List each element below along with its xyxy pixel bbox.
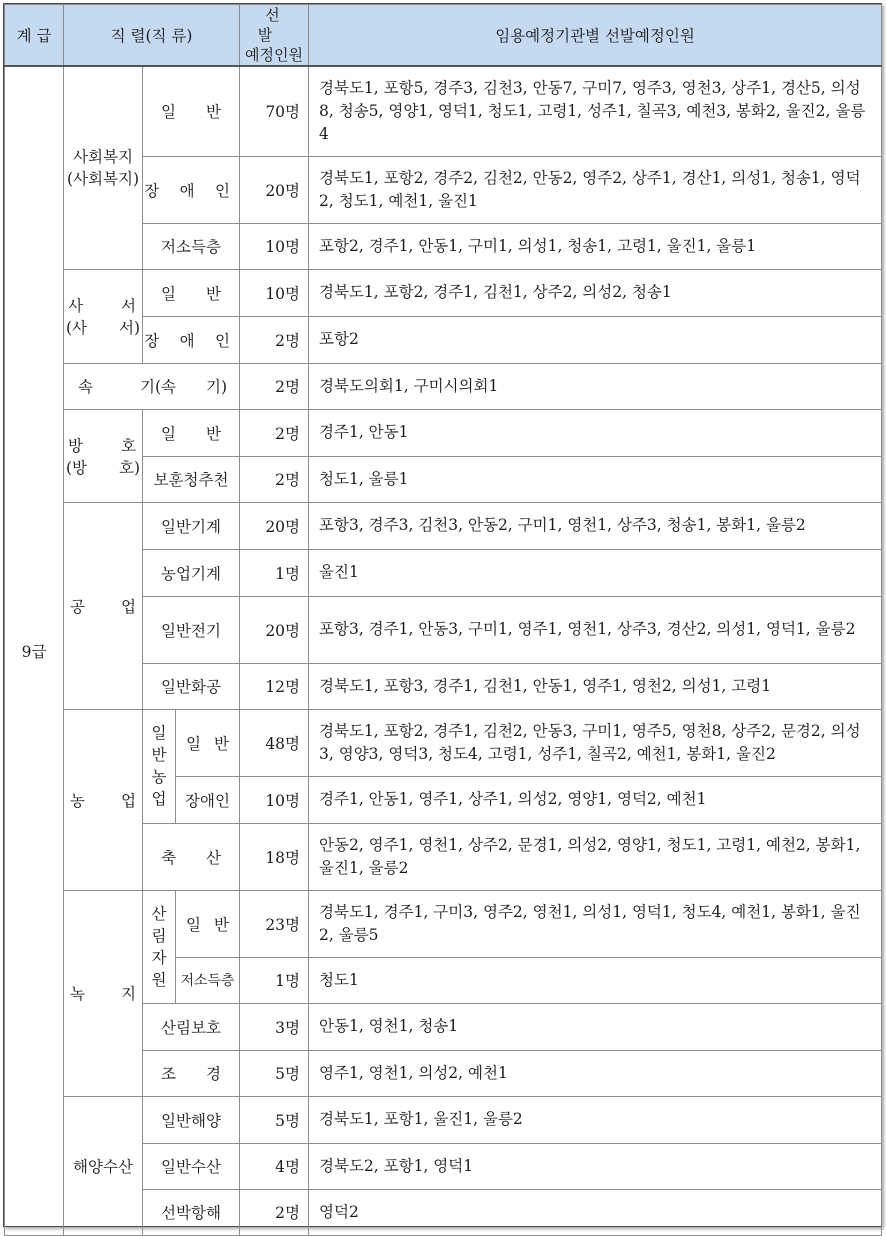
series-steno-part: 기) <box>205 378 228 396</box>
series-agri-part: 농 <box>70 791 85 810</box>
sub-protection-general <box>143 409 240 456</box>
table-row <box>5 890 882 957</box>
series-welfare <box>64 66 143 269</box>
series-green <box>64 890 143 1096</box>
alloc-cell: 포항3, 경주1, 안동3, 구미1, 영주1, 영천1, 상주3, 경산2, 의성1, 영덕1, 울릉2 <box>309 596 882 663</box>
alloc-cell: 포항2, 경주1, 안동1, 구미1, 의성1, 청송1, 고령1, 울진1, 울릉1 <box>309 223 882 269</box>
sub-cell: 장 애 인 <box>143 316 240 363</box>
count-cell: 70명 <box>240 66 309 156</box>
sub-green-general <box>176 890 240 957</box>
series-protection-part: (방 <box>66 458 88 477</box>
sub-char: 일 <box>186 915 201 934</box>
header-series: 직 렬(직 류) <box>64 5 240 67</box>
subgroup-label: 일반농업 <box>151 724 167 808</box>
count-cell: 5명 <box>240 1096 309 1143</box>
count-cell: 2명 <box>240 1189 309 1235</box>
sub-char: 반 <box>214 734 230 753</box>
series-librarian-part: 서 <box>121 297 136 315</box>
subgroup-forest-resources <box>143 890 176 1003</box>
series-agriculture <box>64 709 143 890</box>
subgroup-label: 산림자원 <box>151 904 167 989</box>
sub-char: 반 <box>206 424 222 443</box>
header-grade: 계 급 <box>5 5 64 67</box>
sub-cell: 저소득층 <box>176 957 240 1003</box>
sub-char: 일 <box>161 424 176 443</box>
sub-char: 일 <box>161 103 176 122</box>
sub-green-landscape <box>143 1050 240 1096</box>
alloc-cell: 경북도1, 포항1, 울진1, 울릉2 <box>309 1096 882 1143</box>
sub-cell: 산림보호 <box>143 1003 240 1050</box>
alloc-cell: 경북도2, 포항1, 영덕1 <box>309 1143 882 1189</box>
count-cell: 2명 <box>240 316 309 363</box>
subgroup-general-agriculture <box>143 709 176 823</box>
sub-cell: 일반화공 <box>143 663 240 709</box>
series-steno-rest <box>140 375 227 397</box>
alloc-cell: 경주1, 안동1, 영주1, 상주1, 의성2, 영양1, 영덕2, 예천1 <box>309 776 882 823</box>
series-green-part: 지 <box>121 985 136 1003</box>
series-steno-part: 기(속 <box>139 378 176 396</box>
series-industry-part: 공 <box>70 597 85 616</box>
series-protection-part: 호 <box>121 436 136 455</box>
table-row <box>5 502 882 549</box>
header-count-line2: 예정인원 <box>245 46 303 64</box>
recruitment-table-frame <box>3 3 882 1227</box>
sub-char: 반 <box>214 915 230 934</box>
count-cell: 12명 <box>240 663 309 709</box>
count-cell: 3명 <box>240 1003 309 1050</box>
sub-cell: 선박항해 <box>143 1189 240 1235</box>
alloc-cell: 청도1, 울릉1 <box>309 456 882 502</box>
header-row <box>5 5 882 67</box>
sub-char: 일 <box>161 284 176 303</box>
series-agri-part: 업 <box>121 791 136 810</box>
sub-cell: 일반해양 <box>143 1096 240 1143</box>
sub-char: 경 <box>206 1065 222 1083</box>
series-marine: 해양수산 <box>64 1096 143 1235</box>
count-cell: 23명 <box>240 890 309 957</box>
alloc-cell: 경북도1, 경주1, 구미3, 영주2, 영천1, 의성1, 영덕1, 청도4, 예천1, 봉화1, 울진2, 울릉5 <box>309 890 882 957</box>
series-librarian-part: 서) <box>118 319 140 337</box>
count-cell: 10명 <box>240 223 309 269</box>
alloc-cell: 경북도1, 포항3, 경주1, 김천1, 안동1, 영주1, 영천2, 의성1, 고령1 <box>309 663 882 709</box>
sub-agri-general <box>176 709 240 776</box>
sub-char: 일 <box>186 734 201 753</box>
count-cell: 48명 <box>240 709 309 776</box>
sub-cell: 일반기계 <box>143 502 240 549</box>
table-row <box>5 709 882 776</box>
sub-librarian-general <box>143 269 240 316</box>
alloc-cell: 경북도1, 포항2, 경주1, 김천1, 상주2, 의성2, 청송1 <box>309 269 882 316</box>
alloc-cell: 안동2, 영주1, 영천1, 상주2, 문경1, 의성2, 영양1, 청도1, 고령1, 예천2, 봉화1, 울진1, 울릉2 <box>309 823 882 890</box>
alloc-cell: 포항3, 경주3, 김천3, 안동2, 구미1, 영천1, 상주3, 청송1, 봉화1, 울릉2 <box>309 502 882 549</box>
series-librarian-part: (사 <box>66 319 88 337</box>
sub-cell: 일반전기 <box>143 596 240 663</box>
series-industry <box>64 502 143 709</box>
table-row <box>5 269 882 316</box>
header-count <box>240 5 309 67</box>
series-welfare-line2: (사회복지) <box>67 169 139 188</box>
sub-cell: 저소득층 <box>143 223 240 269</box>
count-cell: 20명 <box>240 502 309 549</box>
alloc-cell: 경북도1, 포항2, 경주1, 김천2, 안동3, 구미1, 영주5, 영천8, 상주2, 문경2, 의성3, 영양3, 영덕3, 청도4, 고령1, 성주1, 칠곡2, 예천1, 봉화1, 울진2 <box>309 709 882 776</box>
series-industry-part: 업 <box>121 597 136 616</box>
count-cell: 1명 <box>240 957 309 1003</box>
alloc-cell: 경주1, 안동1 <box>309 409 882 456</box>
alloc-cell: 청도1 <box>309 957 882 1003</box>
sub-welfare-general <box>143 66 240 156</box>
count-cell: 10명 <box>240 269 309 316</box>
series-librarian-part: 사 <box>68 297 83 315</box>
series-librarian <box>64 269 143 363</box>
alloc-cell: 포항2 <box>309 316 882 363</box>
series-protection-part: 방 <box>68 436 83 455</box>
count-cell: 2명 <box>240 409 309 456</box>
header-count-line1: 선 발 <box>257 6 298 44</box>
series-steno-part: 속 <box>78 378 93 396</box>
table-row <box>5 66 882 156</box>
count-cell: 5명 <box>240 1050 309 1096</box>
alloc-cell: 안동1, 영천1, 청송1 <box>309 1003 882 1050</box>
sub-char: 반 <box>206 284 222 303</box>
sub-cell: 장 애 인 <box>143 156 240 223</box>
sub-char: 반 <box>206 103 222 122</box>
alloc-cell: 경북도1, 포항2, 경주2, 김천2, 안동2, 영주2, 상주1, 경산1, 의성1, 청송1, 영덕2, 청도1, 예천1, 울진1 <box>309 156 882 223</box>
series-protection-part: 호) <box>118 458 140 477</box>
sub-char: 조 <box>161 1065 176 1083</box>
sub-char: 축 <box>161 848 176 867</box>
table-row <box>5 1096 882 1143</box>
alloc-cell: 영덕2 <box>309 1189 882 1235</box>
sub-char: 산 <box>206 848 222 867</box>
header-allocation: 임용예정기관별 선발예정인원 <box>309 5 882 67</box>
alloc-cell: 영주1, 영천1, 의성2, 예천1 <box>309 1050 882 1096</box>
series-stenography <box>64 363 240 409</box>
count-cell: 20명 <box>240 156 309 223</box>
count-cell: 20명 <box>240 596 309 663</box>
series-protection <box>64 409 143 502</box>
alloc-cell: 울진1 <box>309 549 882 596</box>
alloc-cell: 경북도1, 포항5, 경주3, 김천3, 안동7, 구미7, 영주3, 영천3, 상주1, 경산5, 의성8, 청송5, 영양1, 영덕1, 청도1, 고령1, 성주1, 칠곡3, 예천3, 봉화2, 울진2, 울릉4 <box>309 66 882 156</box>
sub-cell: 보훈청추천 <box>143 456 240 502</box>
alloc-cell: 경북도의회1, 구미시의회1 <box>309 363 882 409</box>
table-row <box>5 409 882 456</box>
series-green-part: 녹 <box>70 985 85 1003</box>
series-welfare-line1: 사회복지 <box>73 147 133 166</box>
count-cell: 1명 <box>240 549 309 596</box>
sub-cell: 농업기계 <box>143 549 240 596</box>
grade-cell: 9급 <box>5 66 64 1235</box>
count-cell: 10명 <box>240 776 309 823</box>
count-cell: 4명 <box>240 1143 309 1189</box>
sub-cell: 일반수산 <box>143 1143 240 1189</box>
count-cell: 2명 <box>240 363 309 409</box>
recruitment-table <box>4 4 882 1236</box>
count-cell: 18명 <box>240 823 309 890</box>
sub-cell: 장애인 <box>176 776 240 823</box>
sub-agri-livestock <box>143 823 240 890</box>
count-cell: 2명 <box>240 456 309 502</box>
table-row <box>5 363 882 409</box>
